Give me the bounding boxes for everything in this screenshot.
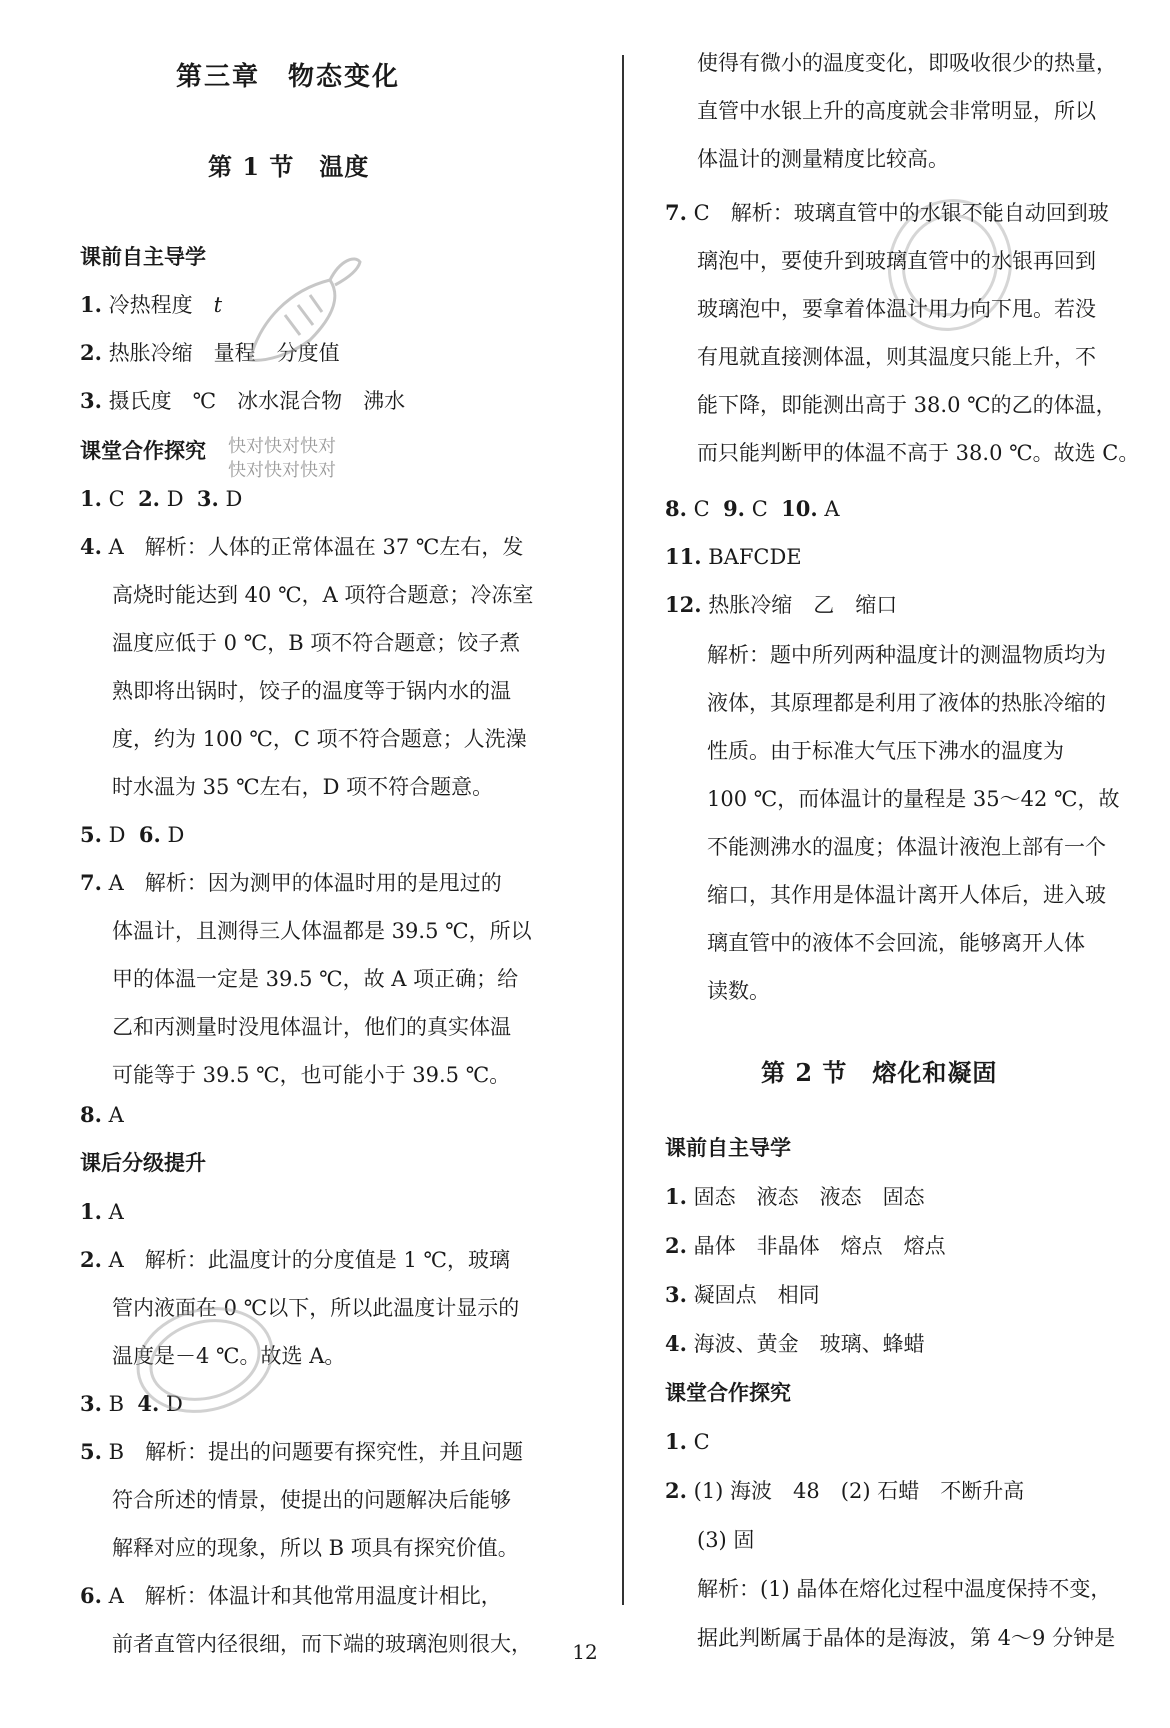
answer-line: 熟即将出锅时，饺子的温度等于锅内水的温 [112,679,511,703]
heading-in-class: 课堂合作探究 [665,1380,791,1405]
heading-pre-class: 课前自主导学 [665,1135,791,1160]
answer-item: 8. C 9. C 10. A [665,496,840,521]
answer-item: 8. A [80,1102,124,1127]
page-number: 12 [572,1640,598,1664]
analysis-line: 璃直管中的液体不会回流，能够离开人体 [707,931,1085,955]
answer-line: 温度是－4 ℃。故选 A。 [112,1344,346,1368]
watermark-text: 快对快对快对 [228,460,336,481]
answer-item: 2. (1) 海波 48 (2) 石蜡 不断升高 [665,1478,1025,1503]
answer-line: 解释对应的现象，所以 B 项具有探究价值。 [112,1536,519,1560]
answer-item: 12. 热胀冷缩 乙 缩口 [665,592,898,617]
answer-line: 有甩就直接测体温，则其温度只能上升，不 [697,345,1096,369]
section-2-title: 第 2 节 熔化和凝固 [761,1058,998,1087]
answer-line: 璃泡中，要使升到玻璃直管中的水银再回到 [697,249,1096,273]
answer-item: 3. 凝固点 相同 [665,1282,820,1307]
answer-line: 乙和丙测量时没甩体温计，他们的真实体温 [112,1015,511,1039]
answer-line: 高烧时能达到 40 ℃，A 项符合题意；冷冻室 [112,583,534,607]
answer-line: 温度应低于 0 ℃，B 项不符合题意；饺子煮 [112,631,521,655]
answer-item: 2. 热胀冷缩 量程 分度值 [80,340,340,365]
answer-line: 甲的体温一定是 39.5 ℃，故 A 项正确；给 [112,967,519,991]
answer-item: 1. A [80,1199,124,1224]
answer-item: 5. D 6. D [80,822,185,847]
analysis-line: 读数。 [707,979,770,1003]
analysis-line: 液体，其原理都是利用了液体的热胀冷缩的 [707,691,1106,715]
answer-line: 能下降，即能测出高于 38.0 ℃的乙的体温， [697,393,1117,417]
carrot-stamp-icon [230,240,370,380]
answer-item: 7. A 解析：因为测甲的体温时用的是甩过的 [80,870,502,895]
analysis-line: 性质。由于标准大气压下沸水的温度为 [707,739,1064,763]
answer-line: 直管中水银上升的高度就会非常明显，所以 [697,99,1096,123]
kuaidui-seal-icon [130,1300,280,1420]
answer-item: 6. A 解析：体温计和其他常用温度计相比， [80,1583,502,1608]
answer-item: 3. B 4. D [80,1391,183,1416]
answer-item: 1. C [665,1429,710,1454]
answer-line: 符合所述的情景，使提出的问题解决后能够 [112,1488,511,1512]
answer-line: 体温计，且测得三人体温都是 39.5 ℃，所以 [112,919,532,943]
answer-item: 4. A 解析：人体的正常体温在 37 ℃左右，发 [80,534,524,559]
analysis-line: 不能测沸水的温度；体温计液泡上部有一个 [707,835,1106,859]
section-1-title: 第 1 节 温度 [208,152,370,181]
answer-item: 1. C 2. D 3. D [80,486,243,511]
analysis-line: 100 ℃，而体温计的量程是 35～42 ℃，故 [707,787,1120,811]
answer-line: 管内液面在 0 ℃以下，所以此温度计显示的 [112,1296,520,1320]
answer-line: 时水温为 35 ℃左右，D 项不符合题意。 [112,775,494,799]
answer-item: 1. 冷热程度 t [80,292,223,317]
chapter-title: 第三章 物态变化 [176,62,401,92]
answer-line: (3) 固 [697,1528,755,1552]
answer-line: 玻璃泡中，要拿着体温计用力向下甩。若没 [697,297,1096,321]
answer-item: 7. C 解析：玻璃直管中的水银不能自动回到玻 [665,200,1109,225]
answer-item: 3. 摄氏度 ℃ 冰水混合物 沸水 [80,388,406,413]
analysis-line: 据此判断属于晶体的是海波，第 4～9 分钟是 [697,1626,1116,1650]
answer-line: 前者直管内径很细，而下端的玻璃泡则很大， [112,1632,532,1656]
answer-item: 2. A 解析：此温度计的分度值是 1 ℃，玻璃 [80,1247,510,1272]
heading-after-class: 课后分级提升 [80,1150,206,1175]
answer-line: 体温计的测量精度比较高。 [697,147,949,171]
column-divider [622,55,624,1605]
analysis-line: 解析：(1) 晶体在熔化过程中温度保持不变， [697,1577,1112,1601]
answer-line: 度，约为 100 ℃，C 项不符合题意；人洗澡 [112,727,527,751]
analysis-line: 缩口，其作用是体温计离开人体后，进入玻 [707,883,1106,907]
answer-item: 4. 海波、黄金 玻璃、蜂蜡 [665,1331,925,1356]
answer-item: 11. BAFCDE [665,544,802,569]
answer-line: 而只能判断甲的体温不高于 38.0 ℃。故选 C。 [697,441,1140,465]
watermark-text: 快对快对快对 [228,436,336,457]
answer-item: 2. 晶体 非晶体 熔点 熔点 [665,1233,946,1258]
heading-in-class: 课堂合作探究 [80,438,206,463]
analysis-line: 解析：题中所列两种温度计的测温物质均为 [707,643,1106,667]
answer-item: 1. 固态 液态 液态 固态 [665,1184,925,1209]
answer-line: 使得有微小的温度变化，即吸收很少的热量， [697,51,1117,75]
heading-pre-class: 课前自主导学 [80,244,206,269]
answer-line: 可能等于 39.5 ℃，也可能小于 39.5 ℃。 [112,1063,511,1087]
answer-item: 5. B 解析：提出的问题要有探究性，并且问题 [80,1439,524,1464]
